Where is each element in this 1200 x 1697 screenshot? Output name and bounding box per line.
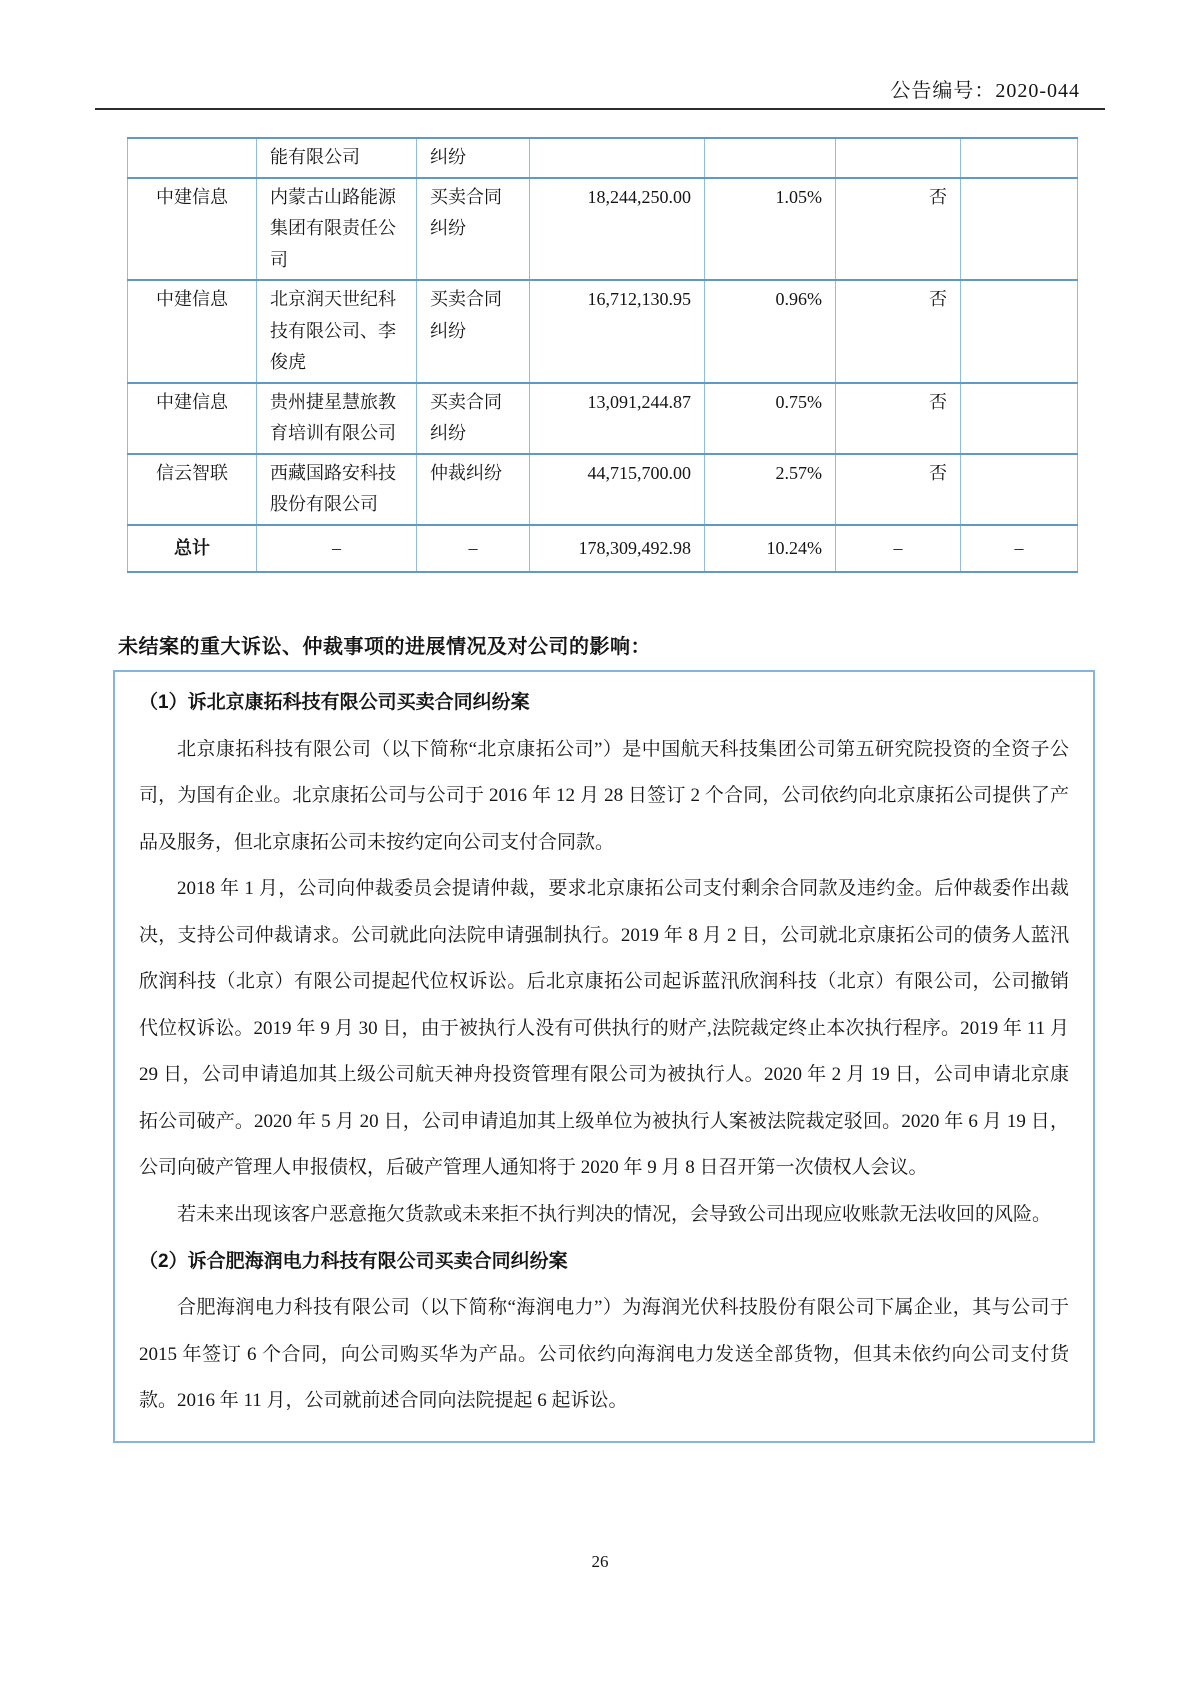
- cell-company: 中建信息: [128, 280, 257, 383]
- cell-flag: 否: [836, 178, 961, 281]
- cell-company: 信云智联: [128, 454, 257, 525]
- cell-percent: 0.96%: [705, 280, 836, 383]
- cell-flag: 否: [836, 454, 961, 525]
- cell-amount: 18,244,250.00: [530, 178, 705, 281]
- cell-amount: 44,715,700.00: [530, 454, 705, 525]
- cell-case-type: 买卖合同纠纷: [417, 280, 530, 383]
- cell-percent: [705, 138, 836, 178]
- cell-percent: 2.57%: [705, 454, 836, 525]
- cell-defendant: 北京润天世纪科技有限公司、李俊虎: [257, 280, 417, 383]
- cell-amount: 178,309,492.98: [530, 525, 705, 573]
- cell-extra: [961, 280, 1078, 383]
- table-row: [128, 178, 1078, 281]
- cell-total-label: 总计: [128, 525, 257, 573]
- table-row: [128, 454, 1078, 525]
- section-heading: 未结案的重大诉讼、仲裁事项的进展情况及对公司的影响：: [118, 636, 651, 658]
- cell-flag: 否: [836, 383, 961, 454]
- cell-flag: [836, 138, 961, 178]
- page-number: 26: [591, 1552, 609, 1571]
- cell-percent: 0.75%: [705, 383, 836, 454]
- header-divider: [95, 108, 1105, 110]
- progress-box: [113, 670, 1095, 1443]
- cell-percent: 10.24%: [705, 525, 836, 573]
- case1-paragraph: 若未来出现该客户恶意拖欠货款或未来拒不执行判决的情况，会导致公司出现应收账款无法收回的风险。: [177, 1204, 1052, 1226]
- cell-defendant: 西藏国路安科技股份有限公司: [257, 454, 417, 525]
- cell-company: 中建信息: [128, 383, 257, 454]
- table-total-row: [128, 525, 1078, 573]
- cell-company: 中建信息: [128, 178, 257, 281]
- case1-paragraph: 北京康拓科技有限公司（以下简称“北京康拓公司”）是中国航天科技集团公司第五研究院投资的全资子公司，为国有企业。北京康拓公司与公司于 2016 年 12 月 28 日签订 2 个合同，公司依约向北京康拓公司提供了产品及服务，但北京康拓公司未按约定向公司支付合同款。: [139, 738, 1069, 853]
- cell-percent: 1.05%: [705, 178, 836, 281]
- table-row-continued: [128, 138, 1078, 178]
- table-row: [128, 383, 1078, 454]
- cell-amount: 16,712,130.95: [530, 280, 705, 383]
- cell-flag: –: [836, 525, 961, 573]
- announcement-number: 公告编号：2020-044: [890, 80, 1080, 102]
- cell-case-type: 纠纷: [417, 138, 530, 178]
- cell-extra: [961, 383, 1078, 454]
- case1-title: （1）诉北京康拓科技有限公司买卖合同纠纷案: [139, 692, 530, 713]
- cell-amount: 13,091,244.87: [530, 383, 705, 454]
- cell-flag: 否: [836, 280, 961, 383]
- cell-extra: [961, 454, 1078, 525]
- table-row: [128, 280, 1078, 383]
- cell-extra: –: [961, 525, 1078, 573]
- case2-paragraph: 合肥海润电力科技有限公司（以下简称“海润电力”）为海润光伏科技股份有限公司下属企业，其与公司于 2015 年签订 6 个合同，向公司购买华为产品。公司依约向海润电力发送全部货物，但其未依约向公司支付货款。2016 年 11 月，公司就前述合同向法院提起 6 起诉讼。: [139, 1297, 1069, 1412]
- cell-defendant: 能有限公司: [257, 138, 417, 178]
- cell-defendant: 贵州捷星慧旅教育培训有限公司: [257, 383, 417, 454]
- cell-extra: [961, 178, 1078, 281]
- cell-amount: [530, 138, 705, 178]
- cell-defendant: –: [257, 525, 417, 573]
- cell-defendant: 内蒙古山路能源集团有限责任公司: [257, 178, 417, 281]
- case1-paragraph: 2018 年 1 月，公司向仲裁委员会提请仲裁，要求北京康拓公司支付剩余合同款及违约金。后仲裁委作出裁决，支持公司仲裁请求。公司就此向法院申请强制执行。2019 年 8 月 2 日，公司就北京康拓公司的债务人蓝汛欣润科技（北京）有限公司提起代位权诉讼。后北京康拓公司起诉蓝汛欣润科技（北京）有限公司，公司撤销代位权诉讼。2019 年 9 月 30 日，由于被执行人没有可供执行的财产,法院裁定终止本次执行程序。2019 年 11 月 29 日，公司申请追加其上级公司航天神舟投资管理有限公司为被执行人。2020 年 2 月 19 日，公司申请北京康拓公司破产。2020 年 5 月 20 日，公司申请追加其上级单位为被执行人案被法院裁定驳回。2020 年 6 月 19 日，公司向破产管理人申报债权，后破产管理人通知将于 2020 年 9 月 8 日召开第一次债权人会议。: [139, 878, 1069, 1179]
- cell-extra: [961, 138, 1078, 178]
- cell-case-type: –: [417, 525, 530, 573]
- cell-case-type: 仲裁纠纷: [417, 454, 530, 525]
- cell-case-type: 买卖合同纠纷: [417, 383, 530, 454]
- cell-company: [128, 138, 257, 178]
- cell-case-type: 买卖合同纠纷: [417, 178, 530, 281]
- litigation-table: [127, 137, 1078, 573]
- case2-title: （2）诉合肥海润电力科技有限公司买卖合同纠纷案: [139, 1250, 568, 1272]
